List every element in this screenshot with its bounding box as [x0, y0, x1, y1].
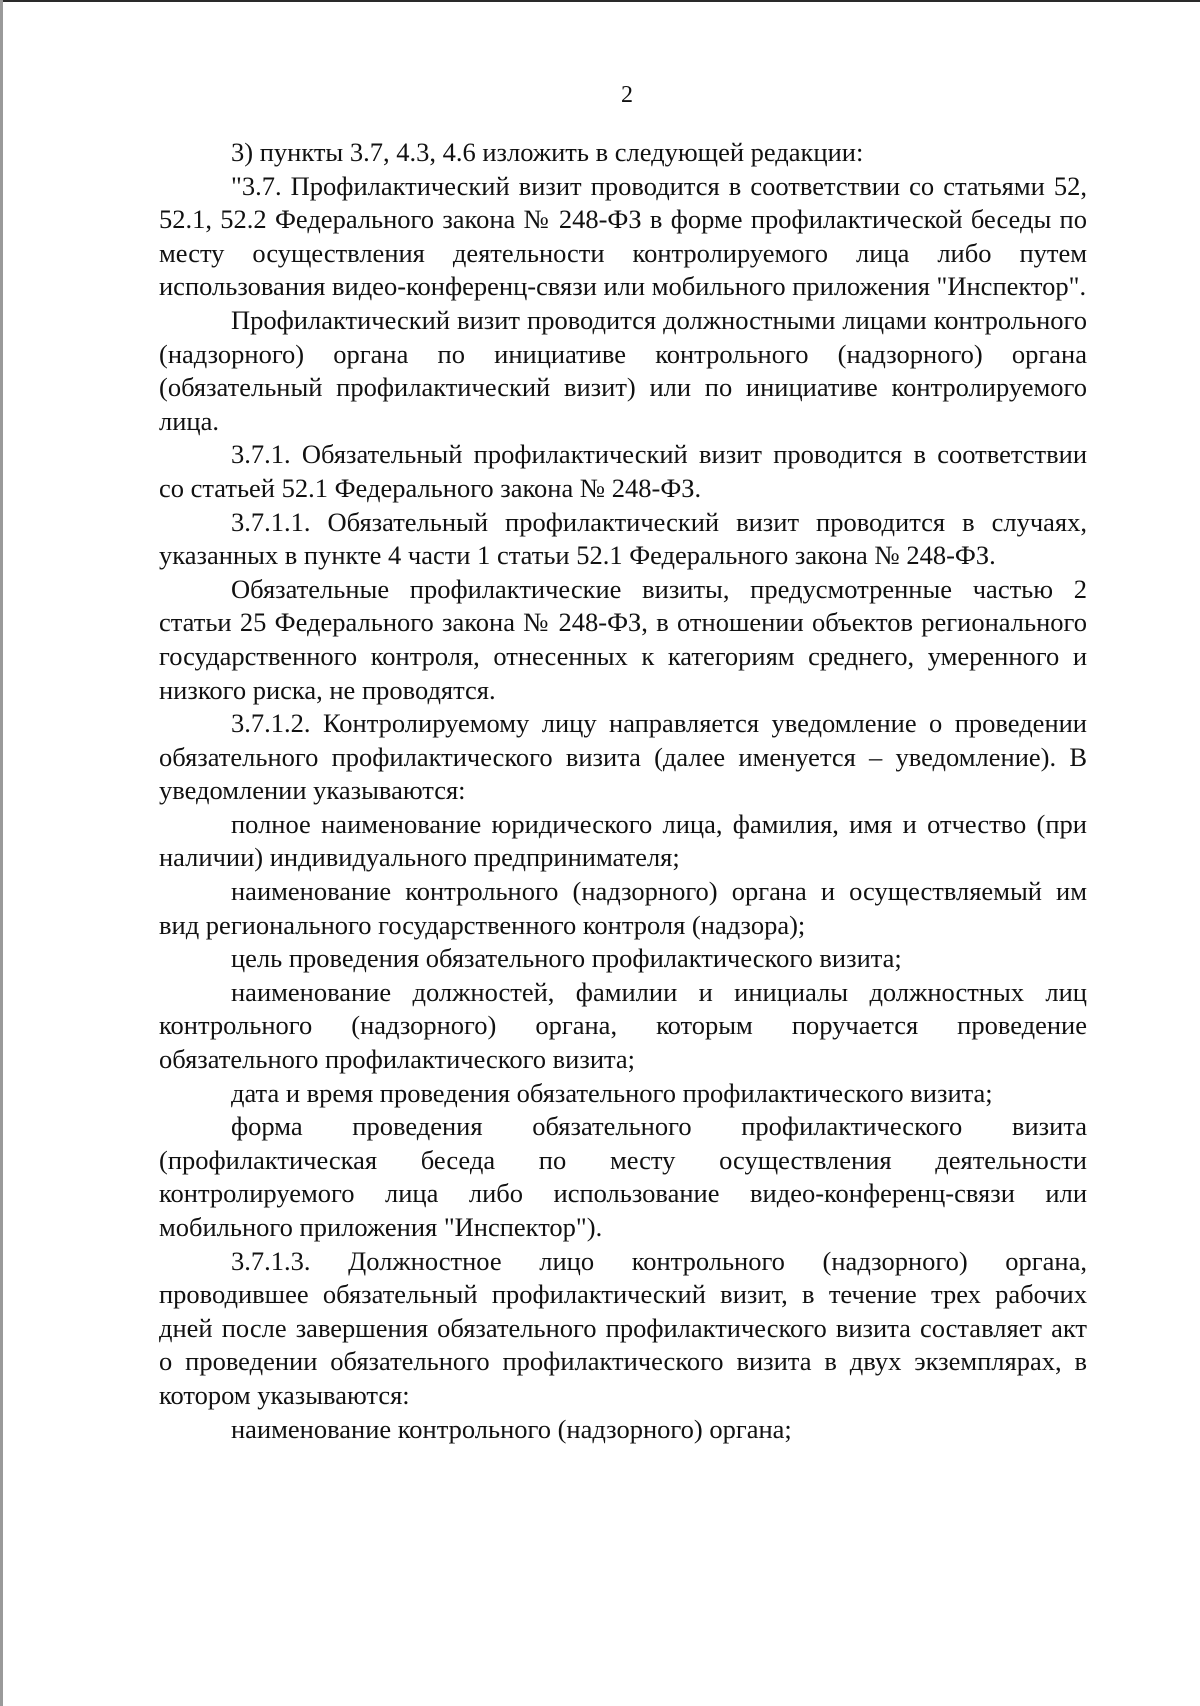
paragraph-notice-item-form: форма проведения обязательного профилактического визита (профилактическая беседа по месту осуществления деятельности контролируемого лица либо использование видео-конференц-связи или мобильного приложения "Инспектор").	[159, 1111, 1087, 1242]
paragraph-3-7-1-1: 3.7.1.1. Обязательный профилактический визит проводится в случаях, указанных в пункте 4 части 1 статьи 52.1 Федерального закона № 248-ФЗ.	[159, 506, 1087, 571]
paragraph-visit-initiative: Профилактический визит проводится должностными лицами контрольного (надзорного) органа по инициативе контрольного (надзорного) органа (обязательный профилактический визит) или по инициативе контролируемого лица.	[159, 304, 1087, 436]
document-body	[159, 136, 1087, 1446]
paragraph-notice-item-officials: наименование должностей, фамилии и инициалы должностных лиц контрольного (надзорного) органа, которым поручается проведение обязательного профилактического визита;	[159, 976, 1087, 1075]
paragraph-act-item-authority: наименование контрольного (надзорного) органа;	[231, 1413, 792, 1444]
paragraph-mandatory-visits-risk: Обязательные профилактические визиты, предусмотренные частью 2 статьи 25 Федерального закона № 248-ФЗ, в отношении объектов регионального государственного контроля, отнесенных к категориям среднего, умеренного и низкого риска, не проводятся.	[159, 573, 1087, 705]
scan-left-edge	[0, 0, 3, 1706]
scan-top-edge	[0, 0, 1200, 2]
paragraph-notice-item-authority: наименование контрольного (надзорного) органа и осуществляемый им вид регионального государственного контроля (надзора);	[159, 876, 1087, 940]
paragraph-3-7: "3.7. Профилактический визит проводится в соответствии со статьями 52, 52.1, 52.2 Федерального закона № 248-ФЗ в форме профилактической беседы по месту осуществления деятельности контролируемого лица либо путем использования видео-конференц-связи или мобильного приложения "Инспектор".	[159, 170, 1087, 302]
paragraph-notice-item-datetime: дата и время проведения обязательного профилактического визита;	[231, 1077, 993, 1108]
paragraph-notice-item-purpose: цель проведения обязательного профилактического визита;	[231, 943, 902, 974]
paragraph-3-7-1: 3.7.1. Обязательный профилактический визит проводится в соответствии со статьей 52.1 Федерального закона № 248-ФЗ.	[159, 439, 1087, 503]
page-number: 2	[621, 82, 633, 108]
paragraph-notice-item-legal-name: полное наименование юридического лица, фамилия, имя и отчество (при наличии) индивидуального предпринимателя;	[159, 808, 1087, 873]
paragraph-3-7-1-3: 3.7.1.3. Должностное лицо контрольного (надзорного) органа, проводившее обязательный профилактический визит, в течение трех рабочих дней после завершения обязательного профилактического визита составляет акт о проведении обязательного профилактического визита в двух экземплярах, в котором указываются:	[159, 1245, 1087, 1410]
paragraph-3-7-1-2: 3.7.1.2. Контролируемому лицу направляется уведомление о проведении обязательного профилактического визита (далее именуется – уведомление). В уведомлении указываются:	[159, 708, 1087, 806]
paragraph-amendment-intro: 3) пункты 3.7, 4.3, 4.6 изложить в следующей редакции:	[231, 137, 864, 167]
